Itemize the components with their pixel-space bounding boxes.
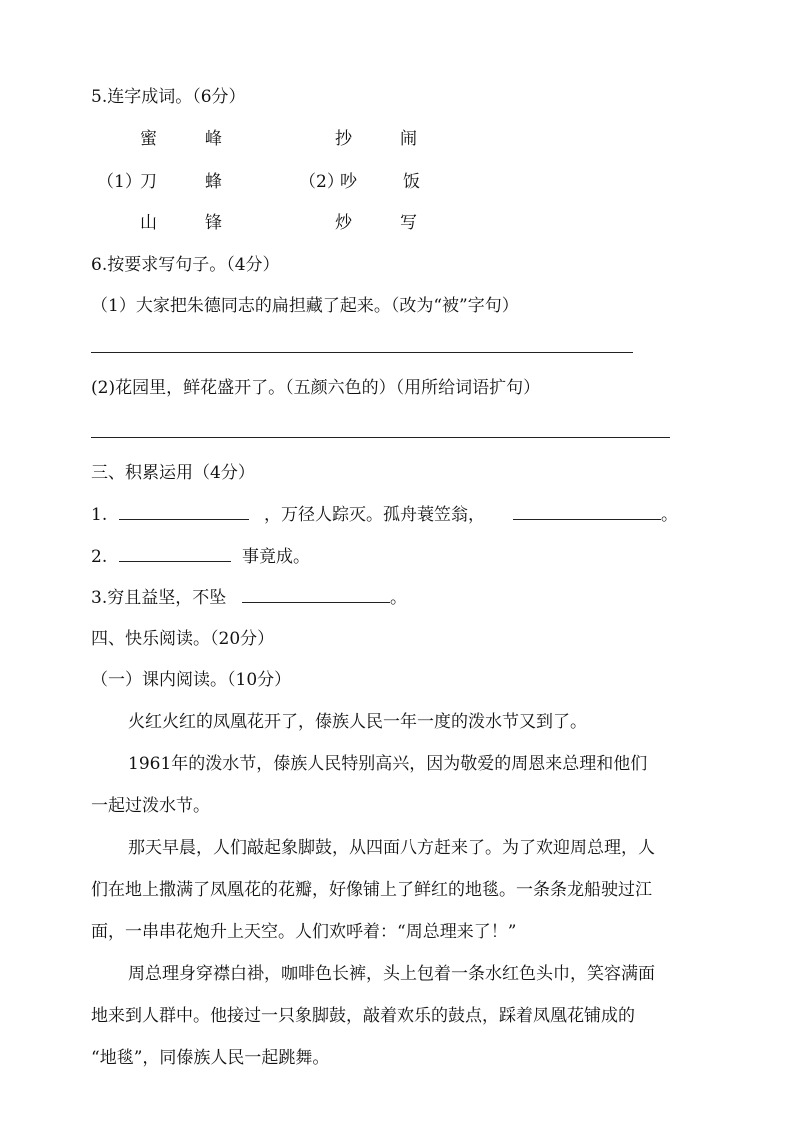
reading-p4-line-3: “地毯”，同傣族人民一起跳舞。	[91, 1048, 330, 1068]
q5-g2-right-3: 写	[400, 213, 417, 233]
q5-g2-left-3: 炒	[335, 213, 352, 233]
q5-group2-label: （2）	[299, 172, 344, 192]
q6-sentence-1: （1）大家把朱德同志的扁担藏了起来。（改为“被”字句）	[91, 296, 519, 316]
q5-g2-right-1: 闹	[400, 129, 417, 149]
sec3-l1-end: 。	[661, 505, 678, 525]
q5-g1-right-3: 锋	[205, 213, 222, 233]
reading-p4-line-1: 周总理身穿襟白褂，咖啡色长裤，头上包着一条水红色头巾，笑容满面	[128, 964, 655, 984]
sec4-title: 四、快乐阅读。（20分）	[91, 629, 275, 649]
q6-answer-line-1[interactable]	[91, 352, 633, 353]
sec3-title: 三、积累运用（4分）	[91, 463, 255, 483]
sec3-l1-mid: ，万径人踪灭。孤舟蓑笠翁，	[264, 505, 485, 525]
q5-g1-left-3: 山	[140, 213, 157, 233]
q6-answer-line-2[interactable]	[91, 437, 670, 438]
q5-g1-left-1: 蜜	[140, 129, 157, 149]
q5-g1-right-1: 峰	[205, 129, 222, 149]
reading-p3-line-2: 们在地上撒满了凤凰花的花瓣，好像铺上了鲜红的地毯。一条条龙船驶过江	[91, 880, 652, 900]
q5-g1-right-2: 蜂	[205, 172, 222, 192]
sec3-l2-num: 2.	[91, 547, 108, 567]
reading-p2-line-2: 一起过泼水节。	[91, 796, 210, 816]
sec3-blank-3[interactable]	[119, 561, 231, 562]
reading-p4-line-2: 地来到人群中。他接过一只象脚鼓，敲着欢乐的鼓点，踩着凤凰花铺成的	[91, 1006, 635, 1026]
q6-sentence-2: (2)花园里，鲜花盛开了。（五颜六色的）（用所给词语扩句）	[91, 378, 541, 398]
sec3-l1-num: 1.	[91, 505, 108, 525]
reading-p2-line-1: 1961年的泼水节，傣族人民特别高兴，因为敬爱的周恩来总理和他们	[128, 754, 648, 774]
sec3-l2-text: 事竟成。	[242, 547, 310, 567]
q5-g2-left-2: 吵	[340, 172, 357, 192]
sec3-l3-text: 3.穷且益坚，不坠	[91, 588, 227, 608]
sec4-subtitle: （一）课内阅读。（10分）	[91, 670, 292, 690]
sec3-l3-end: 。	[390, 588, 407, 608]
reading-p3-line-1: 那天早晨，人们敲起象脚鼓，从四面八方赶来了。为了欢迎周总理，人	[128, 838, 655, 858]
q5-title: 5.连字成词。（6分）	[91, 87, 246, 107]
sec3-blank-4[interactable]	[242, 602, 390, 603]
q5-group1-label: （1）	[97, 172, 142, 192]
q5-g2-left-1: 抄	[335, 129, 352, 149]
q6-title: 6.按要求写句子。（4分）	[91, 255, 280, 275]
q5-g1-left-2: 刀	[140, 172, 157, 192]
q5-g2-right-2: 饭	[403, 172, 420, 192]
sec3-blank-2[interactable]	[513, 519, 661, 520]
sec3-blank-1[interactable]	[119, 519, 249, 520]
reading-p3-line-3: 面，一串串花炮升上天空。人们欢呼着：“周总理来了！”	[91, 922, 517, 942]
reading-p1-line-1: 火红火红的凤凰花开了，傣族人民一年一度的泼水节又到了。	[128, 712, 587, 732]
